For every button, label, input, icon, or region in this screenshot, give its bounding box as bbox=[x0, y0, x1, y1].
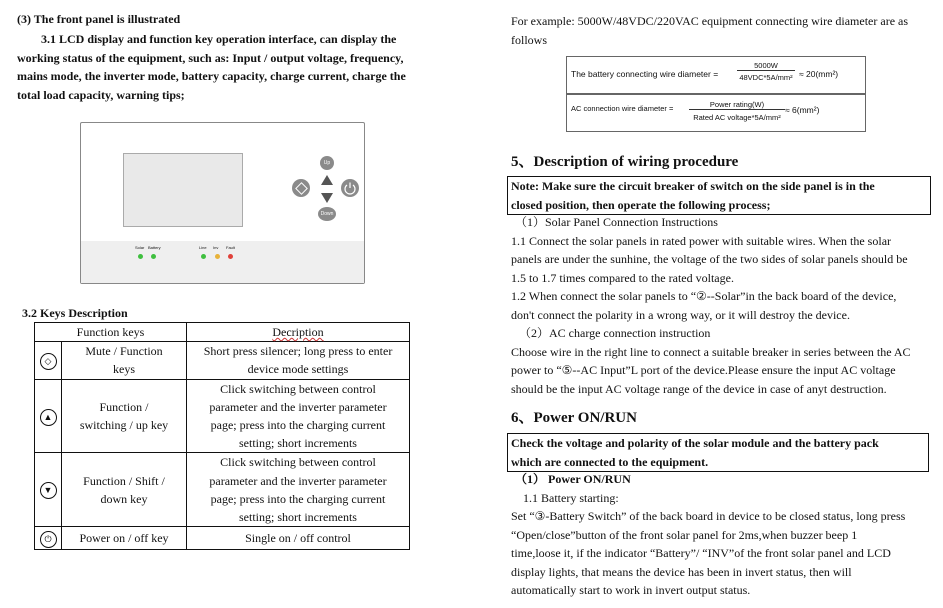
lcd-screen bbox=[123, 153, 243, 227]
check-box bbox=[507, 433, 929, 472]
formula-result: ≈ 20(mm²) bbox=[799, 69, 839, 79]
led-label-fault: Fault bbox=[226, 245, 235, 250]
key-name-cell bbox=[62, 379, 187, 453]
diamond-icon bbox=[295, 182, 308, 195]
body-line: don't connect the polarity in a wrong way, or it will destroy the device. bbox=[511, 307, 850, 322]
led-battery bbox=[151, 254, 156, 259]
body-line: Choose wire in the right line to connect a suitable breaker in series between the AC bbox=[511, 344, 911, 359]
formula-box-battery bbox=[566, 56, 866, 94]
key-name-cell bbox=[62, 527, 187, 550]
body-line: 1.1 Connect the solar panels in rated power with suitable wires. When the solar bbox=[511, 233, 892, 248]
key-name-cell bbox=[62, 453, 187, 527]
key-line: switching / up key bbox=[79, 418, 169, 433]
led-line bbox=[201, 254, 206, 259]
desc-line: Short press silencer; long press to enter bbox=[203, 344, 393, 359]
key-icon-cell bbox=[35, 342, 62, 379]
led-label-line: Line bbox=[199, 245, 207, 250]
down-key-icon: ▼ bbox=[40, 482, 57, 499]
table-row bbox=[35, 342, 410, 379]
heading-power-on: 6、Power ON/RUN bbox=[511, 410, 637, 426]
intro-line: mains mode, the inverter mode, battery capacity, charge current, charge the bbox=[17, 69, 406, 83]
down-button[interactable] bbox=[318, 207, 336, 221]
led-label-battery: Battery bbox=[148, 245, 161, 250]
intro-paragraph bbox=[17, 30, 429, 104]
formula-result: ≈ 6(mm²) bbox=[785, 105, 820, 115]
subsection-title: （2）AC charge connection instruction bbox=[519, 326, 711, 340]
header-description-text: Decription bbox=[272, 325, 324, 339]
table-row bbox=[35, 527, 410, 550]
key-desc-cell bbox=[187, 379, 410, 453]
subsection-title: （1） Power ON/RUN bbox=[515, 472, 631, 486]
key-icon-cell bbox=[35, 527, 62, 550]
body-line: panels are under the sunhine, the voltage of the two sides of solar panels should be bbox=[511, 252, 908, 266]
example-line: For example: 5000W/48VDC/220VAC equipment connecting wire diameter are as bbox=[511, 14, 909, 28]
power-button[interactable] bbox=[341, 179, 359, 197]
desc-line: setting; short increments bbox=[239, 510, 357, 525]
table-header-row bbox=[35, 323, 410, 342]
led-label-solar: Solar bbox=[135, 245, 145, 250]
up-key-icon: ▲ bbox=[40, 409, 57, 426]
formula-numerator: 5000W bbox=[737, 61, 795, 71]
desc-line: parameter and the inverter parameter bbox=[209, 473, 387, 488]
panel-lower-strip bbox=[81, 241, 364, 283]
keys-table bbox=[34, 322, 410, 550]
intro-line: 3.1 LCD display and function key operation interface, can display the bbox=[41, 32, 397, 46]
key-line: Function / Shift / bbox=[83, 473, 165, 488]
down-button-label: Down bbox=[320, 211, 334, 217]
check-line: which are connected to the equipment. bbox=[511, 454, 709, 469]
check-line: Check the voltage and polarity of the solar module and the battery pack bbox=[511, 436, 879, 450]
power-key-icon: ⏻ bbox=[40, 531, 57, 548]
note-box bbox=[507, 176, 931, 215]
key-line: Power on / off key bbox=[79, 531, 169, 546]
body-line: Set “③-Battery Switch” of the back board in device to be closed status, long press bbox=[511, 509, 906, 523]
up-button[interactable] bbox=[320, 156, 334, 170]
key-desc-cell bbox=[187, 342, 410, 379]
body-line: power to “⑤--AC Input”L port of the device.Please ensure the input AC voltage bbox=[511, 363, 896, 377]
key-icon-cell bbox=[35, 379, 62, 453]
formula-denominator: 48VDC*5A/mm² bbox=[739, 73, 793, 82]
key-line: Mute / Function bbox=[85, 344, 163, 359]
body-line: should be the input AC voltage range of the device in case of anyt destruction. bbox=[511, 381, 887, 396]
desc-line: Click switching between control bbox=[220, 381, 376, 396]
formula-numerator: Power rating(W) bbox=[689, 100, 785, 110]
intro-line: working status of the equipment, such as: Input / output voltage, frequency, bbox=[17, 50, 404, 65]
heading-wiring-procedure: 5、Description of wiring procedure bbox=[511, 154, 739, 170]
solar-instructions bbox=[511, 213, 923, 398]
front-panel-illustration bbox=[80, 122, 365, 284]
desc-line: Click switching between control bbox=[220, 455, 376, 470]
subsection-title: （1）Solar Panel Connection Instructions bbox=[515, 215, 718, 229]
example-paragraph bbox=[511, 12, 923, 49]
led-solar bbox=[138, 254, 143, 259]
header-description bbox=[187, 323, 410, 342]
body-line: 1.5 to 1.7 times compared to the rated voltage. bbox=[511, 270, 734, 285]
body-line: display lights, that means the device has been in invert status, then will bbox=[511, 564, 852, 579]
section-title: (3) The front panel is illustrated bbox=[17, 12, 181, 26]
key-desc-cell bbox=[187, 453, 410, 527]
up-button-label: Up bbox=[323, 160, 331, 166]
led-fault bbox=[228, 254, 233, 259]
keys-title: 3.2 Keys Description bbox=[22, 306, 128, 320]
down-arrow-icon bbox=[321, 193, 333, 203]
formula-denominator: Rated AC voltage*5A/mm² bbox=[693, 113, 781, 122]
desc-line: Single on / off control bbox=[245, 531, 351, 546]
desc-line: parameter and the inverter parameter bbox=[209, 399, 387, 414]
table-row bbox=[35, 379, 410, 453]
desc-line: page; press into the charging current bbox=[210, 491, 386, 506]
function-button[interactable] bbox=[292, 179, 310, 197]
note-line: closed position, then operate the following process; bbox=[511, 197, 771, 212]
body-line: automatically start to work in invert output status. bbox=[511, 583, 751, 597]
led-inv bbox=[215, 254, 220, 259]
table-row bbox=[35, 453, 410, 527]
led-label-inv: Inv bbox=[213, 245, 219, 250]
intro-line: total load capacity, warning tips; bbox=[17, 87, 185, 102]
formula-label: AC connection wire diameter = bbox=[571, 104, 674, 113]
key-desc-cell bbox=[187, 527, 410, 550]
desc-line: device mode settings bbox=[247, 362, 349, 377]
example-line: follows bbox=[511, 32, 547, 47]
power-run-section bbox=[511, 470, 923, 600]
key-line: down key bbox=[100, 491, 148, 506]
key-line: Function / bbox=[99, 399, 149, 414]
desc-line: page; press into the charging current bbox=[210, 418, 386, 433]
desc-line: setting; short increments bbox=[239, 436, 357, 451]
diamond-key-icon: ◇ bbox=[40, 353, 57, 370]
formula-label: The battery connecting wire diameter = bbox=[571, 69, 719, 79]
body-line: 1.2 When connect the solar panels to “②--Solar”in the back board of the device, bbox=[511, 289, 897, 303]
body-line: time,loose it, if the indicator “Battery”/ “INV”of the front solar panel and LCD bbox=[511, 546, 891, 560]
body-line: “Open/close”button of the front solar panel for 2ms,when buzzer beep 1 bbox=[511, 527, 858, 542]
key-line: keys bbox=[113, 362, 135, 377]
up-arrow-icon bbox=[321, 175, 333, 185]
formula-box-ac bbox=[566, 94, 866, 132]
key-name-cell bbox=[62, 342, 187, 379]
key-icon-cell bbox=[35, 453, 62, 527]
power-icon bbox=[341, 179, 359, 197]
subsection-title: 1.1 Battery starting: bbox=[523, 490, 619, 505]
note-line: Note: Make sure the circuit breaker of switch on the side panel is in the bbox=[511, 179, 875, 193]
header-function-keys: Function keys bbox=[35, 323, 187, 342]
